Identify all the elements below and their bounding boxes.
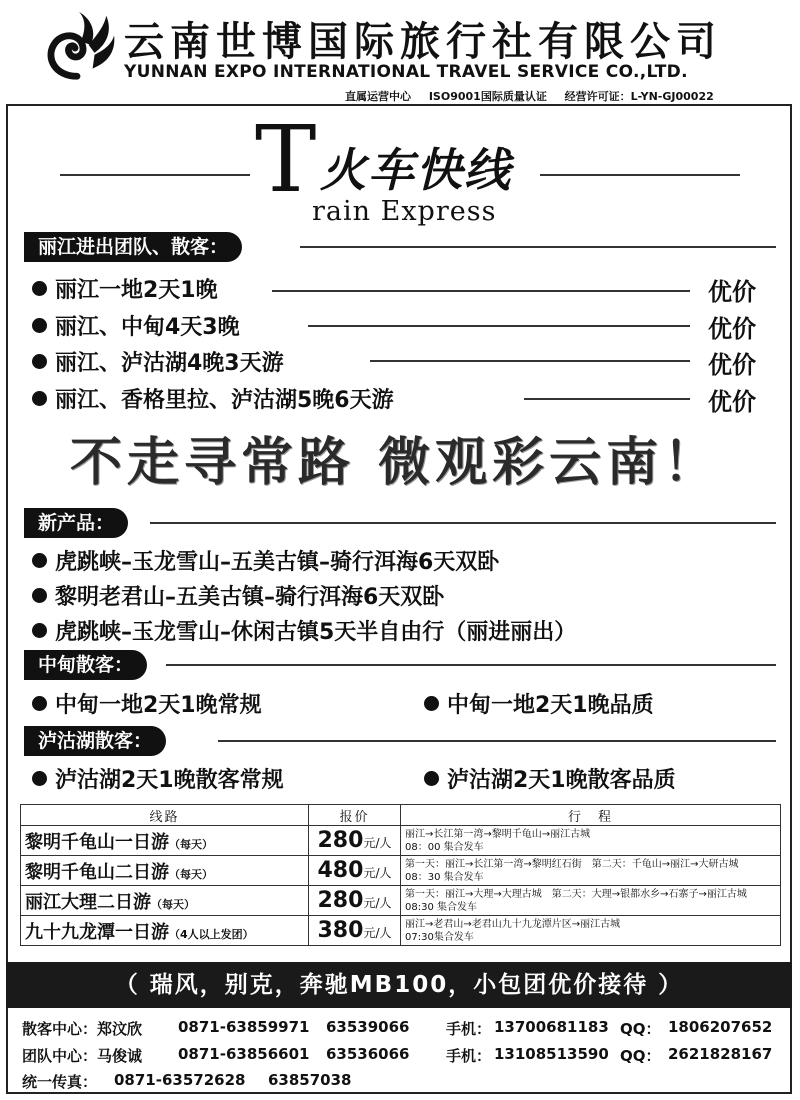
bullet-dot-icon	[424, 771, 439, 786]
contact-tel: 0871-63856601	[178, 1045, 310, 1063]
list-item	[32, 273, 218, 304]
price-label: 优价	[708, 278, 756, 306]
price-value: 280	[317, 888, 364, 913]
list-item-text: 丽江、中甸4天3晚	[55, 315, 240, 340]
section-label-new-products: 新产品：	[24, 508, 128, 538]
route-note: （每天）	[151, 897, 195, 911]
route-cell	[21, 856, 309, 886]
section-label-lijiang: 丽江进出团队、散客：	[24, 232, 242, 262]
contact-mobile: 13108513590	[494, 1045, 609, 1063]
fax-tel: 0871-63572628	[114, 1071, 246, 1089]
price-cell	[309, 826, 401, 856]
route-note: （4人以上发团）	[169, 927, 254, 941]
section-label-luguhu: 泸沽湖散客：	[24, 726, 166, 756]
company-info-license: 经营许可证：L-YN-GJ00022	[564, 90, 714, 103]
list-item	[32, 615, 576, 646]
price-value: 480	[317, 858, 364, 883]
mobile-label: 手机：	[446, 1047, 492, 1065]
route-cell	[21, 916, 309, 946]
list-item	[32, 580, 444, 611]
itinerary-line: 丽江→老君山→老君山九十九龙潭片区→丽江古城	[405, 918, 621, 930]
leader-line	[370, 360, 690, 362]
price-label: 优价	[708, 315, 756, 343]
list-item-text: 泸沽湖2天1晚散客品质	[447, 768, 676, 793]
company-info-iso: ISO9001国际质量认证	[428, 90, 547, 103]
list-item	[32, 383, 394, 414]
contact-tel: 63536066	[326, 1045, 410, 1063]
price-unit: 元/人	[363, 866, 392, 880]
list-item	[424, 688, 654, 719]
table-row	[21, 916, 781, 946]
bullet-dot-icon	[32, 623, 47, 638]
price-cell	[309, 886, 401, 916]
price-value: 380	[317, 918, 364, 943]
contact-tel: 63539066	[326, 1018, 410, 1036]
itinerary-cell	[401, 916, 781, 946]
table-row	[21, 886, 781, 916]
list-item-text: 黎明老君山–五美古镇–骑行洱海6天双卧	[55, 585, 445, 610]
price-unit: 元/人	[363, 896, 392, 910]
company-name-en: YUNNAN EXPO INTERNATIONAL TRAVEL SERVICE CO.,LTD.	[124, 62, 688, 82]
qq-label: QQ：	[620, 1020, 661, 1038]
contact-qq: 2621828167	[668, 1045, 773, 1063]
header-itinerary: 行 程	[401, 805, 781, 826]
vehicle-banner: （ 瑞风，别克，奔驰MB100，小包团优价接待 ）	[6, 962, 792, 1008]
bullet-dot-icon	[32, 318, 47, 333]
route-note: （每天）	[169, 867, 213, 881]
itinerary-cell	[401, 856, 781, 886]
route-name: 九十九龙潭一日游	[25, 921, 169, 943]
table-row	[21, 826, 781, 856]
section-rule	[300, 246, 776, 248]
title-letter: T	[255, 106, 317, 213]
section-rule	[166, 664, 776, 666]
list-item	[32, 310, 240, 341]
itinerary-line: 08：00 集合发车	[405, 841, 484, 853]
spiral-logo-icon	[38, 8, 116, 86]
bullet-dot-icon	[32, 553, 47, 568]
company-name-cn: 云南世博国际旅行社有限公司	[124, 19, 722, 65]
company-info-ops: 直属运营中心	[345, 90, 411, 103]
route-name: 丽江大理二日游	[25, 891, 151, 913]
price-label: 优价	[708, 351, 756, 379]
list-item	[424, 763, 676, 794]
list-item-text: 泸沽湖2天1晚散客常规	[55, 768, 284, 793]
price-label: 优价	[708, 388, 756, 416]
itinerary-cell	[401, 826, 781, 856]
route-name: 黎明千龟山二日游	[25, 861, 169, 883]
qq-label: QQ：	[620, 1047, 661, 1065]
contact-tel: 0871-63859971	[178, 1018, 310, 1036]
itinerary-line: 第一天：丽江→长江第一湾→黎明红石街 第二天：千龟山→丽江→大研古城	[405, 858, 739, 870]
list-item	[32, 688, 262, 719]
bullet-dot-icon	[424, 696, 439, 711]
list-item-text: 丽江、香格里拉、泸沽湖5晚6天游	[55, 388, 394, 413]
list-item	[32, 763, 284, 794]
fax-tel: 63857038	[268, 1071, 352, 1089]
leader-line	[524, 398, 690, 400]
list-item-text: 中甸一地2天1晚常规	[55, 693, 262, 718]
list-item-text: 丽江一地2天1晚	[55, 278, 218, 303]
header-price: 报价	[309, 805, 401, 826]
price-unit: 元/人	[363, 926, 392, 940]
contact-qq: 1806207652	[668, 1018, 773, 1036]
route-name: 黎明千龟山一日游	[25, 831, 169, 853]
contact-dept: 散客中心：郑汶欣	[22, 1020, 143, 1038]
list-item-text: 虎跳峡–玉龙雪山–五美古镇–骑行洱海6天双卧	[55, 550, 500, 575]
company-info	[345, 88, 728, 104]
table-row	[21, 856, 781, 886]
bullet-dot-icon	[32, 281, 47, 296]
price-cell	[309, 916, 401, 946]
contact-dept: 团队中心：马俊诚	[22, 1047, 143, 1065]
route-cell	[21, 826, 309, 856]
bullet-dot-icon	[32, 696, 47, 711]
title-en: rain Express	[312, 196, 497, 227]
itinerary-line: 第一天：丽江→大理→大理古城 第二天：大理→银都水乡→石寨子→丽江古城	[405, 888, 747, 900]
price-value: 280	[317, 828, 364, 853]
section-rule	[218, 740, 776, 742]
bullet-dot-icon	[32, 588, 47, 603]
mobile-label: 手机：	[446, 1020, 492, 1038]
list-item-text: 虎跳峡–玉龙雪山–休闲古镇5天半自由行（丽进丽出）	[55, 620, 577, 645]
section-rule	[150, 522, 776, 524]
price-unit: 元/人	[363, 836, 392, 850]
price-table	[20, 804, 781, 946]
price-cell	[309, 856, 401, 886]
itinerary-line: 08:30 集合发车	[405, 901, 477, 913]
leader-line	[308, 325, 690, 327]
list-item-text: 中甸一地2天1晚品质	[447, 693, 654, 718]
title-divider-right	[540, 174, 740, 176]
bullet-dot-icon	[32, 771, 47, 786]
leader-line	[272, 290, 690, 292]
list-item	[32, 346, 284, 377]
header-route: 线路	[21, 805, 309, 826]
bullet-dot-icon	[32, 391, 47, 406]
route-note: （每天）	[169, 837, 213, 851]
bullet-dot-icon	[32, 354, 47, 369]
list-item	[32, 545, 499, 576]
itinerary-line: 07:30集合发车	[405, 931, 474, 943]
itinerary-line: 08：30 集合发车	[405, 871, 484, 883]
slogan: 不走寻常路 微观彩云南！	[70, 433, 721, 493]
title-divider-left	[60, 174, 250, 176]
fax-label: 统一传真：	[22, 1073, 98, 1091]
section-label-zhongdian: 中甸散客：	[24, 650, 147, 680]
contact-mobile: 13700681183	[494, 1018, 609, 1036]
table-header	[21, 805, 781, 826]
route-cell	[21, 886, 309, 916]
list-item-text: 丽江、泸沽湖4晚3天游	[55, 351, 284, 376]
itinerary-cell	[401, 886, 781, 916]
itinerary-line: 丽江→长江第一湾→黎明千龟山→丽江古城	[405, 828, 591, 840]
title-cn: 火车快线	[320, 143, 512, 197]
